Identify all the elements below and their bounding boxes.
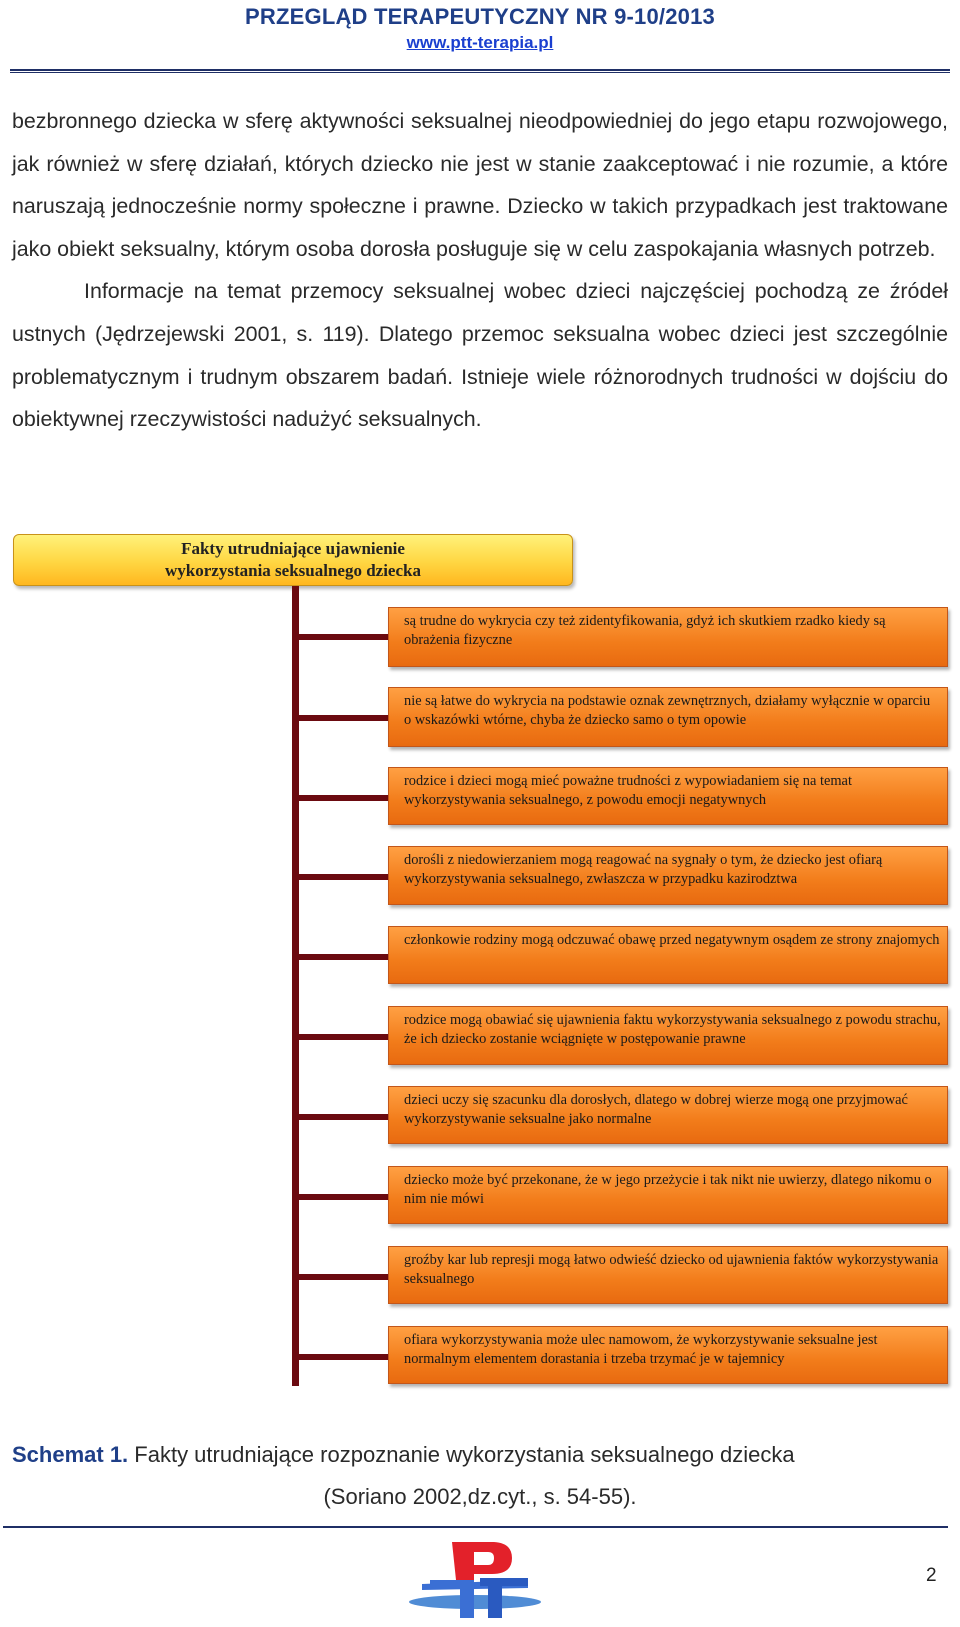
journal-title: PRZEGLĄD TERAPEUTYCZNY NR 9-10/2013 — [245, 4, 715, 29]
fact-box: członkowie rodziny mogą odczuwać obawę przed negatywnym osądem ze strony znajomych — [388, 926, 948, 984]
diagram-connector-branch — [292, 874, 388, 880]
ptt-logo-icon — [400, 1540, 550, 1624]
fact-box: rodzice mogą obawiać się ujawnienia faktu wykorzystywania seksualnego z powodu strachu, że ich dziecko zostanie wciągnięte w postępowanie prawne — [388, 1006, 948, 1065]
footer-divider — [3, 1526, 948, 1528]
figure-caption-source: (Soriano 2002,dz.cyt., s. 54-55). — [323, 1484, 637, 1509]
diagram-title-line-2: wykorzystania seksualnego dziecka — [165, 561, 421, 580]
figure-caption — [12, 1442, 795, 1468]
body-text — [12, 100, 948, 441]
diagram-title-line-1: Fakty utrudniające ujawnienie — [181, 539, 405, 558]
diagram-connector-branch — [292, 715, 388, 721]
diagram-connector-branch — [292, 1194, 388, 1200]
diagram-connector-branch — [292, 634, 388, 640]
diagram-title-box — [13, 534, 573, 586]
diagram-connector-branch — [292, 795, 388, 801]
diagram-connector-branch — [292, 954, 388, 960]
fact-box: dziecko może być przekonane, że w jego przeżycie i tak nikt nie uwierzy, dlatego nikomu o nim nie mówi — [388, 1166, 948, 1224]
page-number: 2 — [926, 1565, 937, 1586]
figure-caption-label: Schemat 1. — [12, 1442, 129, 1467]
diagram-connector-branch — [292, 1354, 388, 1360]
journal-url-link[interactable]: www.ptt-terapia.pl — [406, 33, 554, 52]
fact-box: groźby kar lub represji mogą łatwo odwieść dziecko od ujawnienia faktów wykorzystywania seksualnego — [388, 1246, 948, 1304]
header-divider-thin — [10, 72, 950, 73]
fact-box: nie są łatwe do wykrycia na podstawie oznak zewnętrznych, działamy wyłącznie w oparciu o wskazówki wtórne, chyba że dziecko samo o tym opowie — [388, 687, 948, 747]
header-divider — [10, 69, 950, 71]
diagram-connector-trunk — [292, 586, 299, 1386]
figure-caption-text: Fakty utrudniające rozpoznanie wykorzystania seksualnego dziecka — [128, 1442, 795, 1467]
diagram-connector-branch — [292, 1114, 388, 1120]
paragraph-1: bezbronnego dziecka w sferę aktywności seksualnej nieodpowiedniej do jego etapu rozwojowego, jak również w sferę działań, których dziecko nie jest w stanie zaakceptować i nie rozumie, a które naruszają jednocześnie normy społeczne i prawne. Dziecko w takich przypadkach jest traktowane jako obiekt seksualny, którym osoba dorosła posługuje się w celu zaspokajania własnych potrzeb. — [12, 109, 948, 261]
fact-box: ofiara wykorzystywania może ulec namowom, że wykorzystywanie seksualne jest normalnym elementem dorastania i trzeba trzymać je w tajemnicy — [388, 1326, 948, 1384]
diagram-connector-branch — [292, 1034, 388, 1040]
fact-box: są trudne do wykrycia czy też zidentyfikowania, gdyż ich skutkiem rzadko kiedy są obrażenia fizyczne — [388, 607, 948, 667]
fact-box: dzieci uczy się szacunku dla dorosłych, dlatego w dobrej wierze mogą one przyjmować wykorzystywanie seksualne jako normalne — [388, 1086, 948, 1144]
diagram-connector-branch — [292, 1274, 388, 1280]
paragraph-2: Informacje na temat przemocy seksualnej wobec dzieci najczęściej pochodzą ze źródeł ustnych (Jędrzejewski 2001, s. 119). Dlatego przemoc seksualna wobec dzieci jest szczególnie problematycznym i trudnym obszarem badań. Istnieje wiele różnorodnych trudności w dojściu do obiektywnej rzeczywistości nadużyć seksualnych. — [12, 279, 948, 432]
fact-box: dorośli z niedowierzaniem mogą reagować na sygnały o tym, że dziecko jest ofiarą wykorzystywania seksualnego, zwłaszcza w przypadku kazirodztwa — [388, 846, 948, 905]
fact-box: rodzice i dzieci mogą mieć poważne trudności z wypowiadaniem się na temat wykorzystywania seksualnego, z powodu emocji negatywnych — [388, 767, 948, 825]
